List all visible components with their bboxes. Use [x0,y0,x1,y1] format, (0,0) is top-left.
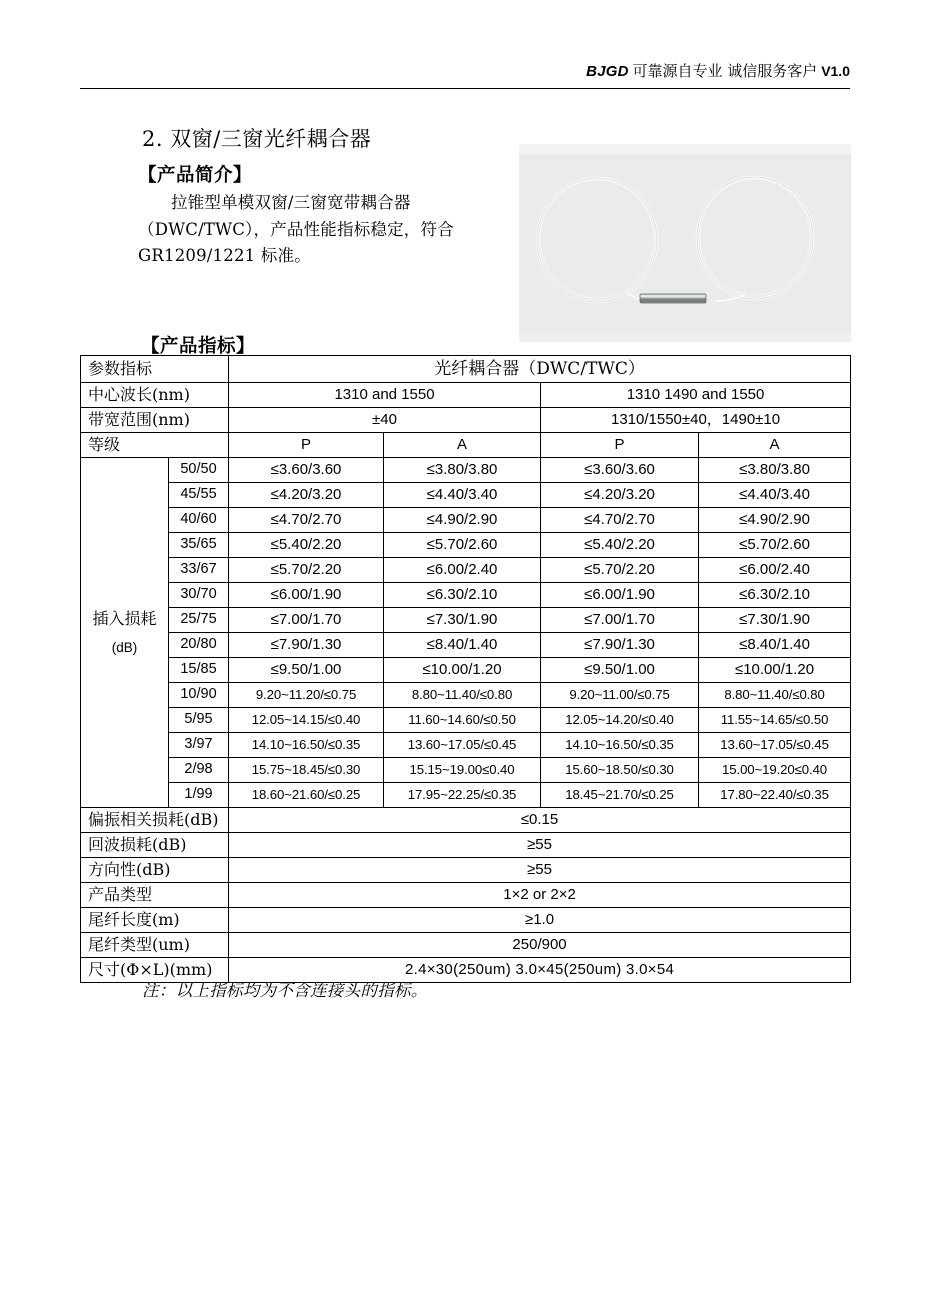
cell-il-p2: 9.20~11.00/≤0.75 [541,683,699,708]
cell-il-a1: 13.60~17.05/≤0.45 [384,733,541,758]
cell-il-a1: 8.80~11.40/≤0.80 [384,683,541,708]
cell-il-a1: ≤6.30/2.10 [384,583,541,608]
fiber-coupler-illustration [519,144,851,342]
cell-grade-3: P [541,433,699,458]
cell-value: ≥55 [229,833,851,858]
cell-il-p1: ≤3.60/3.60 [229,458,384,483]
cell-ratio: 5/95 [169,708,229,733]
cell-label: 尾纤类型(um) [81,933,229,958]
cell-il-p1: 12.05~14.15/≤0.40 [229,708,384,733]
cell-label: 方向性(dB) [81,858,229,883]
cell-il-a2: ≤4.90/2.90 [699,508,851,533]
cell-il-p1: ≤4.20/3.20 [229,483,384,508]
cell-ratio: 2/98 [169,758,229,783]
cell-param-header: 参数指标 [81,356,229,383]
table-row-bandwidth [81,408,851,433]
cell-il-a2: ≤5.70/2.60 [699,533,851,558]
cell-il-a2: ≤10.00/1.20 [699,658,851,683]
cell-ratio: 33/67 [169,558,229,583]
product-intro-heading: 【产品简介】 [138,165,253,186]
cell-il-p2: ≤3.60/3.60 [541,458,699,483]
cell-value: ≥55 [229,858,851,883]
cell-value: ≥1.0 [229,908,851,933]
product-photo [519,144,851,342]
table-row [81,733,851,758]
cell-label: 偏振相关损耗(dB) [81,808,229,833]
cell-il-a2: 11.55~14.65/≤0.50 [699,708,851,733]
cell-il-p2: 15.60~18.50/≤0.30 [541,758,699,783]
cell-il-a2: ≤6.30/2.10 [699,583,851,608]
cell-il-a1: 11.60~14.60/≤0.50 [384,708,541,733]
cell-il-a2: ≤3.80/3.80 [699,458,851,483]
cell-il-p2: ≤5.70/2.20 [541,558,699,583]
cell-il-p1: ≤5.70/2.20 [229,558,384,583]
table-row-pigtail-type [81,933,851,958]
table-row [81,608,851,633]
cell-il-a2: ≤8.40/1.40 [699,633,851,658]
cell-il-p2: ≤9.50/1.00 [541,658,699,683]
cell-grade-1: P [229,433,384,458]
table-row-product-type [81,883,851,908]
cell-il-a2: 13.60~17.05/≤0.45 [699,733,851,758]
table-row [81,508,851,533]
brand-logo-text: BJGD [586,63,629,80]
cell-ratio: 45/55 [169,483,229,508]
table-row [81,458,851,483]
table-row [81,683,851,708]
cell-il-p1: ≤6.00/1.90 [229,583,384,608]
cell-value-left: ±40 [229,408,541,433]
cell-il-a2: ≤7.30/1.90 [699,608,851,633]
cell-il-p1: ≤7.00/1.70 [229,608,384,633]
cell-value: 1×2 or 2×2 [229,883,851,908]
cell-main-header: 光纤耦合器（DWC/TWC） [229,356,851,383]
cell-il-a1: 17.95~22.25/≤0.35 [384,783,541,808]
il-label-unit: (dB) [111,639,138,655]
cell-il-p1: 14.10~16.50/≤0.35 [229,733,384,758]
cell-il-p2: ≤7.90/1.30 [541,633,699,658]
cell-il-p1: ≤9.50/1.00 [229,658,384,683]
table-row-return-loss [81,833,851,858]
cell-grade-4: A [699,433,851,458]
cell-il-a1: ≤4.40/3.40 [384,483,541,508]
cell-il-p2: ≤4.70/2.70 [541,508,699,533]
page-header [80,62,850,89]
cell-il-a2: 8.80~11.40/≤0.80 [699,683,851,708]
cell-il-a1: ≤7.30/1.90 [384,608,541,633]
cell-il-a2: ≤6.00/2.40 [699,558,851,583]
cell-il-p2: ≤7.00/1.70 [541,608,699,633]
cell-il-a1: ≤4.90/2.90 [384,508,541,533]
cell-ratio: 30/70 [169,583,229,608]
cell-ratio: 15/85 [169,658,229,683]
table-row [81,533,851,558]
cell-il-a2: ≤4.40/3.40 [699,483,851,508]
cell-ratio: 10/90 [169,683,229,708]
cell-value-right: 1310/1550±40，1490±10 [541,408,851,433]
cell-il-p1: 9.20~11.20/≤0.75 [229,683,384,708]
cell-il-p2: 12.05~14.20/≤0.40 [541,708,699,733]
table-row-grade [81,433,851,458]
table-row-center-wavelength [81,383,851,408]
cell-il-p2: ≤5.40/2.20 [541,533,699,558]
cell-label: 产品类型 [81,883,229,908]
cell-il-p2: ≤6.00/1.90 [541,583,699,608]
cell-value: 2.4×30(250um) 3.0×45(250um) 3.0×54 [229,958,851,983]
cell-il-a1: 15.15~19.00≤0.40 [384,758,541,783]
cell-il-a2: 17.80~22.40/≤0.35 [699,783,851,808]
cell-il-p1: ≤5.40/2.20 [229,533,384,558]
cell-ratio: 3/97 [169,733,229,758]
cell-il-p1: ≤7.90/1.30 [229,633,384,658]
cell-ratio: 20/80 [169,633,229,658]
table-row [81,658,851,683]
table-row [81,483,851,508]
cell-ratio: 25/75 [169,608,229,633]
cell-il-a1: ≤10.00/1.20 [384,658,541,683]
cell-il-a1: ≤3.80/3.80 [384,458,541,483]
table-footnote: 注：以上指标均为不含连接头的指标。 [142,981,428,1000]
cell-value: ≤0.15 [229,808,851,833]
specifications-table [80,355,851,983]
cell-il-p1: 15.75~18.45/≤0.30 [229,758,384,783]
table-row [81,633,851,658]
cell-value-left: 1310 and 1550 [229,383,541,408]
table-row [81,583,851,608]
cell-label: 等级 [81,433,229,458]
cell-label: 回波损耗(dB) [81,833,229,858]
table-row-header [81,356,851,383]
table-row [81,708,851,733]
cell-label: 尺寸(Φ×L)(mm) [81,958,229,983]
cell-il-a1: ≤8.40/1.40 [384,633,541,658]
header-version: V1.0 [821,63,850,79]
cell-il-p1: 18.60~21.60/≤0.25 [229,783,384,808]
cell-label: 尾纤长度(m) [81,908,229,933]
cell-il-a2: 15.00~19.20≤0.40 [699,758,851,783]
product-intro-text: 拉锥型单模双窗/三窗宽带耦合器（DWC/TWC），产品性能指标稳定，符合 GR1209/1221 标准。 [138,193,454,266]
cell-il-a1: ≤5.70/2.60 [384,533,541,558]
cell-ratio: 35/65 [169,533,229,558]
page-title: 2. 双窗/三窗光纤耦合器 [142,127,372,151]
cell-il-p2: 14.10~16.50/≤0.35 [541,733,699,758]
cell-label: 中心波长(nm) [81,383,229,408]
cell-ratio: 40/60 [169,508,229,533]
cell-ratio: 1/99 [169,783,229,808]
il-label-cn: 插入损耗 [92,609,157,629]
table-row [81,558,851,583]
cell-value: 250/900 [229,933,851,958]
product-spec-heading: 【产品指标】 [141,336,256,357]
cell-insertion-loss-label [81,458,169,808]
table-row-pigtail-length [81,908,851,933]
table-row-directivity [81,858,851,883]
cell-il-p1: ≤4.70/2.70 [229,508,384,533]
cell-label: 带宽范围(nm) [81,408,229,433]
table-row [81,758,851,783]
table-row-pdl [81,808,851,833]
cell-il-p2: 18.45~21.70/≤0.25 [541,783,699,808]
cell-il-a1: ≤6.00/2.40 [384,558,541,583]
table-row [81,783,851,808]
header-slogan: 可靠源自专业 诚信服务客户 [632,62,818,80]
cell-value-right: 1310 1490 and 1550 [541,383,851,408]
cell-grade-2: A [384,433,541,458]
cell-ratio: 50/50 [169,458,229,483]
cell-il-p2: ≤4.20/3.20 [541,483,699,508]
